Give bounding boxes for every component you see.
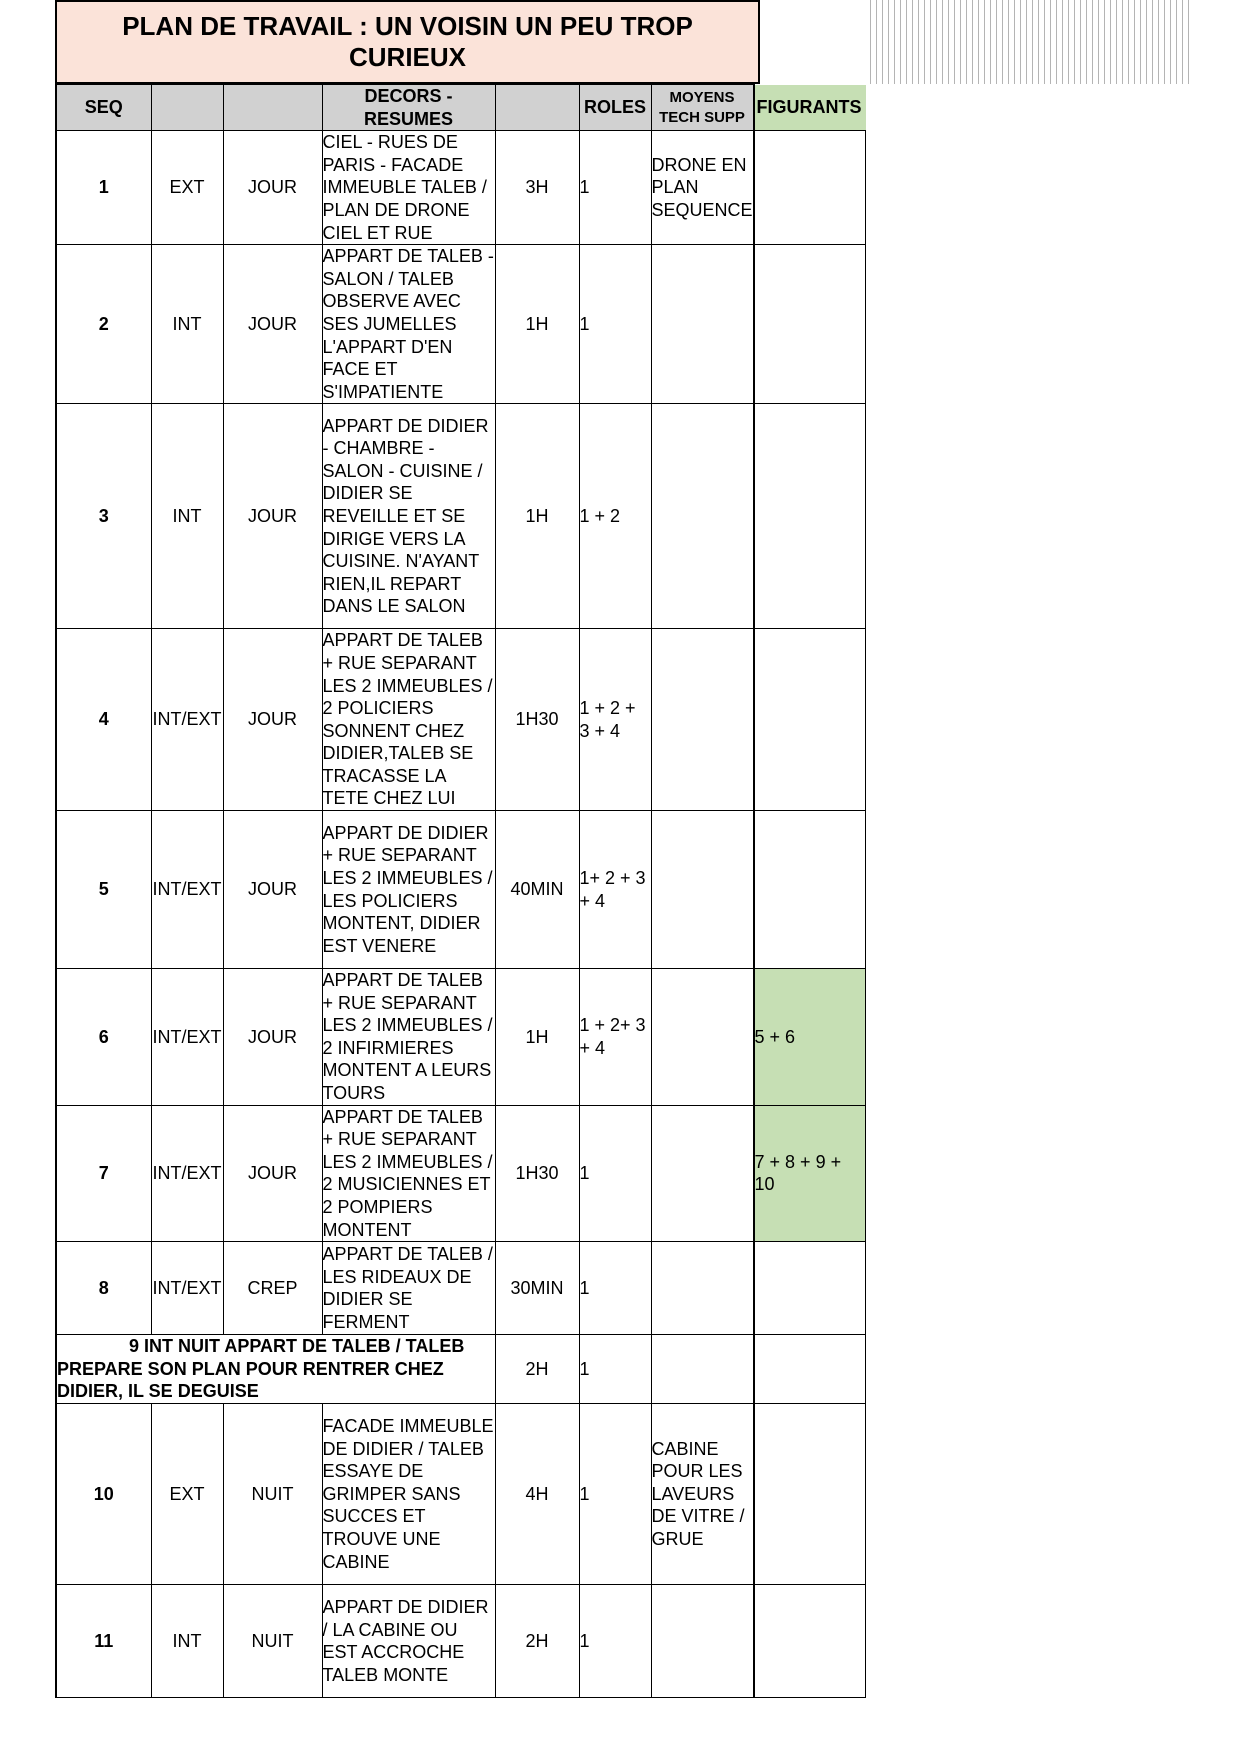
seq-cell: 10 — [56, 1404, 151, 1585]
int-ext-cell: INT/EXT — [151, 1242, 223, 1335]
tech-cell — [651, 629, 754, 811]
time-cell: CREP — [223, 1242, 322, 1335]
header-decors: DECORS - RESUMES — [322, 85, 495, 131]
seq-cell: 4 — [56, 629, 151, 811]
page-title: PLAN DE TRAVAIL : UN VOISIN UN PEU TROP CURIEUX — [55, 0, 760, 84]
duration-cell: 1H — [495, 404, 579, 629]
int-ext-cell: EXT — [151, 131, 223, 245]
merged-description-cell: 9 INT NUIT APPART DE TALEB / TALEB PREPARE SON PLAN POUR RENTRER CHEZ DIDIER, IL SE DEGUISE — [56, 1335, 495, 1404]
table-row — [56, 1404, 866, 1585]
seq-cell: 11 — [56, 1585, 151, 1698]
table-row — [56, 629, 866, 811]
duration-cell: 40MIN — [495, 811, 579, 969]
roles-cell: 1 — [579, 131, 651, 245]
table-row — [56, 1105, 866, 1242]
tech-cell — [651, 811, 754, 969]
time-cell: JOUR — [223, 629, 322, 811]
table-row — [56, 1585, 866, 1698]
duration-cell: 2H — [495, 1335, 579, 1404]
work-plan-table — [55, 84, 866, 1698]
roles-cell: 1 — [579, 1105, 651, 1242]
int-ext-cell: INT — [151, 245, 223, 404]
duration-cell: 1H — [495, 245, 579, 404]
description-cell: FACADE IMMEUBLE DE DIDIER / TALEB ESSAYE DE GRIMPER SANS SUCCES ET TROUVE UNE CABINE — [322, 1404, 495, 1585]
time-cell: JOUR — [223, 969, 322, 1106]
table-row — [56, 969, 866, 1106]
tech-cell — [651, 1105, 754, 1242]
description-cell: APPART DE DIDIER / LA CABINE OU EST ACCROCHE TALEB MONTE — [322, 1585, 495, 1698]
table-row — [56, 811, 866, 969]
figurants-cell — [754, 1585, 866, 1698]
duration-cell: 1H — [495, 969, 579, 1106]
table-row — [56, 245, 866, 404]
description-cell: APPART DE TALEB - SALON / TALEB OBSERVE AVEC SES JUMELLES L'APPART D'EN FACE ET S'IMPATIENTE — [322, 245, 495, 404]
header-int-ext — [151, 85, 223, 131]
hatched-area — [870, 0, 1190, 84]
header-roles: ROLES — [579, 85, 651, 131]
figurants-cell — [754, 1335, 866, 1404]
table-row-merged — [56, 1335, 866, 1404]
tech-cell — [651, 1585, 754, 1698]
int-ext-cell: INT — [151, 1585, 223, 1698]
table-row — [56, 1242, 866, 1335]
duration-cell: 30MIN — [495, 1242, 579, 1335]
seq-cell: 1 — [56, 131, 151, 245]
figurants-cell: 7 + 8 + 9 + 10 — [754, 1105, 866, 1242]
description-cell: APPART DE TALEB + RUE SEPARANT LES 2 IMMEUBLES / 2 POLICIERS SONNENT CHEZ DIDIER,TALEB SE TRACASSE LA TETE CHEZ LUI — [322, 629, 495, 811]
time-cell: JOUR — [223, 404, 322, 629]
time-cell: NUIT — [223, 1404, 322, 1585]
tech-cell — [651, 245, 754, 404]
tech-cell — [651, 1335, 754, 1404]
duration-cell: 1H30 — [495, 629, 579, 811]
table-row — [56, 131, 866, 245]
description-cell: APPART DE TALEB + RUE SEPARANT LES 2 IMMEUBLES / 2 MUSICIENNES ET 2 POMPIERS MONTENT — [322, 1105, 495, 1242]
figurants-cell — [754, 1404, 866, 1585]
header-figurants: FIGURANTS — [754, 85, 866, 131]
seq-cell: 2 — [56, 245, 151, 404]
roles-cell: 1 — [579, 1242, 651, 1335]
description-cell: CIEL - RUES DE PARIS - FACADE IMMEUBLE TALEB / PLAN DE DRONE CIEL ET RUE — [322, 131, 495, 245]
seq-cell: 8 — [56, 1242, 151, 1335]
time-cell: JOUR — [223, 245, 322, 404]
description-cell: APPART DE TALEB / LES RIDEAUX DE DIDIER SE FERMENT — [322, 1242, 495, 1335]
int-ext-cell: INT/EXT — [151, 629, 223, 811]
roles-cell: 1 — [579, 1335, 651, 1404]
roles-cell: 1 + 2 — [579, 404, 651, 629]
seq-cell: 3 — [56, 404, 151, 629]
duration-cell: 2H — [495, 1585, 579, 1698]
figurants-cell — [754, 131, 866, 245]
roles-cell: 1 + 2 + 3 + 4 — [579, 629, 651, 811]
header-time — [223, 85, 322, 131]
seq-cell: 5 — [56, 811, 151, 969]
header-duration — [495, 85, 579, 131]
tech-cell — [651, 404, 754, 629]
tech-cell — [651, 969, 754, 1106]
int-ext-cell: INT/EXT — [151, 969, 223, 1106]
description-cell: APPART DE TALEB + RUE SEPARANT LES 2 IMMEUBLES / 2 INFIRMIERES MONTENT A LEURS TOURS — [322, 969, 495, 1106]
tech-cell: DRONE EN PLAN SEQUENCE — [651, 131, 754, 245]
header-row — [56, 85, 866, 131]
int-ext-cell: EXT — [151, 1404, 223, 1585]
duration-cell: 3H — [495, 131, 579, 245]
figurants-cell: 5 + 6 — [754, 969, 866, 1106]
figurants-cell — [754, 245, 866, 404]
roles-cell: 1 + 2+ 3 + 4 — [579, 969, 651, 1106]
time-cell: JOUR — [223, 811, 322, 969]
roles-cell: 1 — [579, 1404, 651, 1585]
time-cell: JOUR — [223, 131, 322, 245]
header-seq: SEQ — [56, 85, 151, 131]
header-tech: MOYENS TECH SUPP — [651, 85, 754, 131]
tech-cell — [651, 1242, 754, 1335]
duration-cell: 4H — [495, 1404, 579, 1585]
figurants-cell — [754, 629, 866, 811]
int-ext-cell: INT — [151, 404, 223, 629]
time-cell: JOUR — [223, 1105, 322, 1242]
seq-cell: 6 — [56, 969, 151, 1106]
duration-cell: 1H30 — [495, 1105, 579, 1242]
int-ext-cell: INT/EXT — [151, 1105, 223, 1242]
table-row — [56, 404, 866, 629]
description-cell: APPART DE DIDIER + RUE SEPARANT LES 2 IMMEUBLES / LES POLICIERS MONTENT, DIDIER EST VENERE — [322, 811, 495, 969]
figurants-cell — [754, 811, 866, 969]
figurants-cell — [754, 1242, 866, 1335]
int-ext-cell: INT/EXT — [151, 811, 223, 969]
roles-cell: 1 — [579, 1585, 651, 1698]
roles-cell: 1 — [579, 245, 651, 404]
roles-cell: 1+ 2 + 3 + 4 — [579, 811, 651, 969]
description-cell: APPART DE DIDIER - CHAMBRE - SALON - CUISINE / DIDIER SE REVEILLE ET SE DIRIGE VERS LA CUISINE. N'AYANT RIEN,IL REPART DANS LE SALON — [322, 404, 495, 629]
tech-cell: CABINE POUR LES LAVEURS DE VITRE / GRUE — [651, 1404, 754, 1585]
seq-cell: 7 — [56, 1105, 151, 1242]
time-cell: NUIT — [223, 1585, 322, 1698]
figurants-cell — [754, 404, 866, 629]
